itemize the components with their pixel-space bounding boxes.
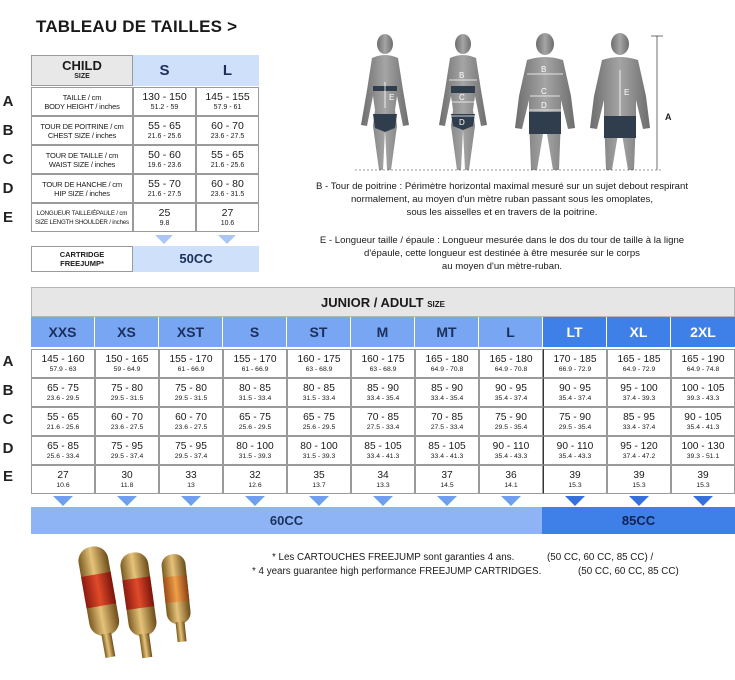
note-french: * Les CARTOUCHES FREEJUMP sont garanties 4 ans.	[272, 552, 515, 563]
child-value-inches: 51.2 - 59	[150, 103, 179, 111]
adult-value-inches: 33.4 - 41.3	[430, 452, 464, 460]
adult-value-inches: 64.9 - 74.8	[686, 365, 720, 373]
adult-value-inches: 35.4 - 43.3	[494, 452, 528, 460]
description-chest-line3: sous les aisselles et en travers de la poitrine.	[406, 207, 598, 218]
adult-value-inches: 33.4 - 35.4	[366, 394, 400, 402]
child-value-inches: 21.6 - 25.6	[210, 161, 245, 169]
adult-value-inches: 64.9 - 72.9	[622, 365, 656, 373]
adult-value-cm: 85 - 95	[623, 411, 655, 423]
figure-label-e1: E	[389, 93, 395, 102]
adult-value-inches: 13	[187, 481, 195, 489]
child-cartridge-label-line2: FREEJUMP*	[60, 259, 104, 268]
adult-value-cm: 90 - 110	[492, 440, 530, 452]
figure-label-a: A	[665, 112, 672, 122]
child-row-label-line2: SIZE LENGTH SHOULDER / inches	[35, 218, 129, 226]
description-chest-line1: B - Tour de poitrine : Périmètre horizontal maximal mesuré sur un sujet debout respirant	[315, 181, 689, 192]
adult-value-cm: 160 - 175	[297, 353, 341, 365]
child-row-label-line1: TOUR DE HANCHE / cm	[42, 179, 122, 189]
adult-value-cell	[479, 378, 543, 407]
adult-value-cell	[671, 436, 735, 465]
adult-value-cell	[351, 349, 415, 378]
adult-value-cm: 165 - 180	[489, 353, 533, 365]
adult-value-cell	[415, 407, 479, 436]
adult-value-inches: 13.3	[376, 481, 390, 489]
adult-value-inches: 25.6 - 29.5	[238, 423, 272, 431]
adult-value-cell	[95, 349, 159, 378]
adult-value-cm: 70 - 85	[367, 411, 399, 423]
adult-value-inches: 15.3	[568, 481, 582, 489]
adult-value-inches: 63 - 68.9	[305, 365, 333, 373]
adult-cartridge-85cc: 85CC	[542, 507, 735, 534]
adult-value-cm: 65 - 75	[303, 411, 335, 423]
adult-value-cm: 75 - 95	[111, 440, 143, 452]
child-value-cell	[196, 87, 259, 116]
adult-size-header: M	[351, 317, 415, 347]
row-letter-c: C	[2, 151, 14, 168]
adult-value-cm: 27	[57, 469, 69, 481]
figure-woman-back	[361, 34, 409, 170]
adult-value-inches: 12.6	[248, 481, 262, 489]
adult-value-inches: 14.5	[440, 481, 454, 489]
adult-value-inches: 66.9 - 72.9	[558, 365, 592, 373]
adult-value-inches: 29.5 - 37.4	[174, 452, 208, 460]
figure-label-c2: C	[541, 87, 547, 96]
description-length	[282, 234, 722, 273]
adult-value-inches: 14.1	[504, 481, 518, 489]
adult-column-chevron	[117, 496, 137, 506]
child-value-cm: 60 - 70	[211, 119, 244, 132]
figure-man-front	[515, 33, 575, 170]
child-value-cm: 60 - 80	[211, 177, 244, 190]
adult-size-header: XL	[607, 317, 671, 347]
adult-value-cm: 85 - 105	[428, 440, 466, 452]
adult-value-inches: 35.4 - 37.4	[494, 394, 528, 402]
adult-value-inches: 23.6 - 29.5	[46, 394, 80, 402]
adult-value-cell	[159, 407, 223, 436]
adult-value-cm: 95 - 120	[620, 440, 658, 452]
adult-value-cm: 65 - 75	[47, 382, 79, 394]
adult-row-letter-a: A	[2, 353, 14, 370]
adult-column-chevron	[565, 496, 585, 506]
adult-value-cell	[223, 349, 287, 378]
adult-title-text: JUNIOR / ADULT	[321, 295, 424, 310]
child-value-inches: 10.6	[220, 219, 235, 227]
child-row-label-line1: LONGUEUR TAILLE/ÉPAULE / cm	[36, 209, 128, 217]
adult-size-header: XS	[95, 317, 159, 347]
adult-value-inches: 15.3	[632, 481, 646, 489]
adult-size-header: ST	[287, 317, 351, 347]
adult-column-chevron	[245, 496, 265, 506]
adult-value-cm: 60 - 70	[175, 411, 207, 423]
child-value-inches: 23.6 - 31.5	[210, 190, 245, 198]
adult-value-cell	[287, 465, 351, 494]
adult-value-inches: 27.5 - 33.4	[430, 423, 464, 431]
adult-value-inches: 35.4 - 43.3	[558, 452, 592, 460]
figure-label-b2: B	[541, 65, 547, 74]
adult-column-chevron	[693, 496, 713, 506]
adult-column-chevron	[373, 496, 393, 506]
note-english-cc: (50 CC, 60 CC, 85 CC)	[578, 566, 679, 577]
cartridges-illustration	[75, 538, 205, 670]
adult-value-cell	[671, 378, 735, 407]
child-value-cell	[196, 145, 259, 174]
adult-row-letter-b: B	[2, 382, 14, 399]
adult-value-inches: 13.7	[312, 481, 326, 489]
adult-value-inches: 61 - 66.9	[177, 365, 205, 373]
adult-value-inches: 37.4 - 47.2	[622, 452, 656, 460]
adult-value-inches: 35.4 - 37.4	[558, 394, 592, 402]
adult-value-cell	[543, 407, 607, 436]
adult-value-cm: 80 - 85	[303, 382, 335, 394]
child-value-cm: 27	[221, 206, 234, 219]
cartridge-small	[160, 553, 193, 643]
adult-value-inches: 39.3 - 43.3	[686, 394, 720, 402]
adult-value-cm: 150 - 165	[105, 353, 149, 365]
child-header-subtitle: SIZE	[74, 73, 90, 80]
adult-value-cm: 80 - 100	[300, 440, 338, 452]
child-header	[31, 55, 133, 86]
cartridge-medium	[119, 551, 161, 660]
adult-value-cm: 85 - 105	[364, 440, 402, 452]
child-row-label-line1: TOUR DE POITRINE / cm	[40, 121, 124, 131]
note-french-cc: (50 CC, 60 CC, 85 CC) /	[547, 552, 654, 563]
adult-value-cell	[415, 465, 479, 494]
page-title: TABLEAU DE TAILLES >	[36, 17, 238, 36]
adult-value-cm: 39	[633, 469, 645, 481]
child-value-cell	[196, 174, 259, 203]
adult-value-cell	[671, 349, 735, 378]
child-value-cell	[133, 203, 196, 232]
child-value-cell	[196, 203, 259, 232]
adult-value-cell	[95, 378, 159, 407]
child-value-inches: 23.6 - 27.5	[210, 132, 245, 140]
adult-value-cell	[31, 407, 95, 436]
adult-value-inches: 61 - 66.9	[241, 365, 269, 373]
adult-value-cell	[479, 465, 543, 494]
adult-value-inches: 15.3	[696, 481, 710, 489]
adult-value-inches: 27.5 - 33.4	[366, 423, 400, 431]
adult-value-cell	[351, 407, 415, 436]
figure-label-e2: E	[624, 88, 630, 97]
child-row-label	[31, 116, 133, 145]
description-length-line2: d'épaule, cette longueur est destinée à être mesurée sur le corps	[364, 248, 640, 259]
adult-value-cm: 165 - 185	[617, 353, 661, 365]
adult-value-cm: 95 - 100	[620, 382, 658, 394]
figure-man-back	[590, 33, 650, 170]
adult-value-inches: 31.5 - 39.3	[238, 452, 272, 460]
adult-value-cm: 34	[377, 469, 389, 481]
child-value-cm: 55 - 65	[211, 148, 244, 161]
adult-value-cell	[159, 349, 223, 378]
cartridge-large	[76, 544, 125, 660]
child-value-cell	[133, 87, 196, 116]
adult-value-cm: 155 - 170	[169, 353, 213, 365]
child-row-label-line2: BODY HEIGHT / inches	[44, 101, 120, 111]
child-header-title: CHILD	[62, 58, 102, 73]
adult-cartridge-60cc: 60CC	[31, 507, 542, 534]
child-chevron-l	[218, 235, 236, 244]
adult-value-inches: 57.9 - 63	[49, 365, 77, 373]
adult-value-cell	[159, 465, 223, 494]
adult-value-inches: 37.4 - 39.3	[622, 394, 656, 402]
adult-row-letter-e: E	[2, 468, 13, 485]
adult-value-cell	[159, 436, 223, 465]
adult-value-cell	[607, 407, 671, 436]
adult-value-inches: 25.6 - 29.5	[302, 423, 336, 431]
adult-column-chevron	[629, 496, 649, 506]
child-size-s: S	[133, 55, 196, 86]
child-value-cm: 25	[158, 206, 171, 219]
child-value-cm: 55 - 65	[148, 119, 181, 132]
adult-value-cell	[95, 436, 159, 465]
adult-size-header: L	[479, 317, 543, 347]
adult-value-cm: 90 - 110	[556, 440, 594, 452]
child-value-cell	[196, 116, 259, 145]
adult-value-cm: 90 - 95	[559, 382, 591, 394]
description-length-line3: au moyen d'un mètre-ruban.	[441, 261, 563, 272]
adult-size-header: XST	[159, 317, 223, 347]
child-value-cm: 130 - 150	[142, 90, 187, 103]
adult-column-chevron	[437, 496, 457, 506]
adult-value-cm: 100 - 130	[681, 440, 725, 452]
adult-value-cm: 90 - 105	[684, 411, 722, 423]
adult-value-cell	[31, 349, 95, 378]
adult-value-cell	[95, 407, 159, 436]
adult-value-cell	[351, 378, 415, 407]
row-letter-d: D	[2, 180, 14, 197]
adult-value-cell	[223, 465, 287, 494]
adult-value-cell	[287, 349, 351, 378]
adult-value-cm: 32	[249, 469, 261, 481]
body-measurement-figures	[345, 30, 705, 176]
child-cartridge-label	[31, 246, 133, 272]
adult-value-inches: 29.5 - 37.4	[110, 452, 144, 460]
adult-value-cell	[223, 436, 287, 465]
adult-value-cell	[415, 436, 479, 465]
adult-value-inches: 33.4 - 41.3	[366, 452, 400, 460]
adult-value-cell	[351, 465, 415, 494]
child-row-label	[31, 87, 133, 116]
adult-value-cell	[31, 436, 95, 465]
figure-label-d1: D	[459, 118, 465, 127]
figure-woman-front	[439, 34, 487, 170]
child-chevron-s	[155, 235, 173, 244]
adult-value-cm: 100 - 105	[681, 382, 725, 394]
adult-value-cm: 39	[569, 469, 581, 481]
description-chest	[282, 180, 722, 219]
adult-value-inches: 39.3 - 51.1	[686, 452, 720, 460]
adult-value-cell	[543, 349, 607, 378]
adult-value-inches: 11.8	[120, 481, 134, 489]
child-row-label	[31, 174, 133, 203]
adult-value-cm: 65 - 75	[239, 411, 271, 423]
child-row-label-line1: TOUR DE TAILLE / cm	[45, 150, 119, 160]
adult-size-header: XXS	[31, 317, 95, 347]
figure-label-c1: C	[459, 93, 465, 102]
adult-table-title	[31, 287, 735, 317]
adult-value-cell	[95, 465, 159, 494]
adult-value-cell	[415, 349, 479, 378]
adult-value-inches: 10.6	[56, 481, 70, 489]
child-cartridge-value: 50CC	[133, 246, 259, 272]
child-value-cell	[133, 174, 196, 203]
child-cartridge-label-line1: CARTRIDGE	[59, 250, 105, 259]
adult-value-cm: 170 - 185	[553, 353, 597, 365]
child-value-cm: 55 - 70	[148, 177, 181, 190]
child-value-inches: 9.8	[159, 219, 170, 227]
adult-value-inches: 31.5 - 33.4	[238, 394, 272, 402]
adult-size-header: S	[223, 317, 287, 347]
adult-value-inches: 64.9 - 70.8	[494, 365, 528, 373]
child-value-inches: 21.6 - 27.5	[147, 190, 182, 198]
adult-value-cm: 90 - 95	[495, 382, 527, 394]
description-chest-line2: normalement, au moyen d'un mètre ruban passant sous les omoplates,	[350, 194, 654, 205]
adult-value-cm: 30	[121, 469, 133, 481]
adult-value-cm: 75 - 90	[559, 411, 591, 423]
adult-size-header: 2XL	[671, 317, 735, 347]
adult-value-cell	[287, 407, 351, 436]
adult-value-cm: 160 - 175	[361, 353, 405, 365]
child-row-label	[31, 203, 133, 232]
child-row-label-line2: WAIST SIZE / inches	[48, 159, 116, 169]
adult-value-cm: 35	[313, 469, 325, 481]
adult-value-cell	[31, 465, 95, 494]
adult-value-inches: 33.4 - 37.4	[622, 423, 656, 431]
adult-value-inches: 23.6 - 27.5	[110, 423, 144, 431]
adult-value-cm: 65 - 85	[47, 440, 79, 452]
adult-value-cm: 75 - 80	[175, 382, 207, 394]
adult-value-cm: 155 - 170	[233, 353, 277, 365]
child-value-inches: 21.6 - 25.6	[147, 132, 182, 140]
adult-value-cell	[607, 378, 671, 407]
adult-value-inches: 23.6 - 27.5	[174, 423, 208, 431]
adult-value-inches: 25.6 - 33.4	[46, 452, 80, 460]
adult-value-cm: 37	[441, 469, 453, 481]
adult-column-chevron	[501, 496, 521, 506]
adult-value-cell	[671, 465, 735, 494]
row-letter-b: B	[2, 122, 14, 139]
adult-value-cell	[223, 407, 287, 436]
figure-label-d2: D	[541, 101, 547, 110]
adult-column-chevron	[53, 496, 73, 506]
adult-value-cell	[479, 407, 543, 436]
adult-value-cm: 85 - 90	[431, 382, 463, 394]
adult-value-cell	[607, 349, 671, 378]
adult-value-cell	[351, 436, 415, 465]
adult-value-inches: 59 - 64.9	[113, 365, 141, 373]
adult-value-cell	[479, 436, 543, 465]
child-value-cell	[133, 116, 196, 145]
adult-value-cm: 165 - 180	[425, 353, 469, 365]
adult-value-cm: 145 - 160	[41, 353, 85, 365]
adult-value-cell	[415, 378, 479, 407]
adult-value-inches: 35.4 - 41.3	[686, 423, 720, 431]
adult-title-size: SIZE	[427, 300, 445, 309]
adult-column-chevron	[309, 496, 329, 506]
adult-value-inches: 21.6 - 25.6	[46, 423, 80, 431]
child-row-label-line1: TAILLE / cm	[62, 92, 102, 102]
adult-value-cm: 55 - 65	[47, 411, 79, 423]
child-row-label-line2: HIP SIZE / inches	[54, 188, 110, 198]
adult-value-cm: 165 - 190	[681, 353, 725, 365]
adult-value-cell	[287, 436, 351, 465]
adult-row-letter-d: D	[2, 440, 14, 457]
child-size-l: L	[196, 55, 259, 86]
row-letter-a: A	[2, 93, 14, 110]
adult-value-cm: 75 - 95	[175, 440, 207, 452]
adult-size-header: MT	[415, 317, 479, 347]
adult-row-letter-c: C	[2, 411, 14, 428]
adult-value-cell	[607, 465, 671, 494]
adult-value-cm: 33	[185, 469, 197, 481]
adult-value-cell	[223, 378, 287, 407]
adult-value-cell	[543, 378, 607, 407]
adult-value-cell	[479, 349, 543, 378]
adult-value-cell	[543, 465, 607, 494]
child-value-inches: 19.6 - 23.6	[147, 161, 182, 169]
child-value-cm: 50 - 60	[148, 148, 181, 161]
description-length-line1: E - Longueur taille / épaule : Longueur mesurée dans le dos du tour de taille à la ligne	[319, 235, 685, 246]
figure-label-b1: B	[459, 71, 465, 80]
adult-value-cell	[159, 378, 223, 407]
adult-value-inches: 63 - 68.9	[369, 365, 397, 373]
adult-value-cm: 75 - 90	[495, 411, 527, 423]
adult-value-inches: 29.5 - 31.5	[174, 394, 208, 402]
adult-size-header: LT	[543, 317, 607, 347]
adult-value-cm: 36	[505, 469, 517, 481]
adult-value-cell	[31, 378, 95, 407]
row-letter-e: E	[2, 209, 13, 226]
adult-value-cell	[543, 436, 607, 465]
adult-value-cm: 60 - 70	[111, 411, 143, 423]
child-row-label-line2: CHEST SIZE / inches	[47, 130, 117, 140]
adult-value-inches: 31.5 - 33.4	[302, 394, 336, 402]
adult-value-cell	[671, 407, 735, 436]
child-row-label	[31, 145, 133, 174]
adult-value-cm: 80 - 100	[236, 440, 274, 452]
adult-value-cm: 39	[697, 469, 709, 481]
adult-value-cm: 85 - 90	[367, 382, 399, 394]
adult-value-cm: 80 - 85	[239, 382, 271, 394]
adult-value-cm: 70 - 85	[431, 411, 463, 423]
adult-value-inches: 29.5 - 35.4	[558, 423, 592, 431]
adult-value-cm: 75 - 80	[111, 382, 143, 394]
adult-value-cell	[607, 436, 671, 465]
child-value-cm: 145 - 155	[205, 90, 250, 103]
note-english: * 4 years guarantee high performance FREEJUMP CARTRIDGES.	[252, 566, 542, 577]
adult-value-inches: 33.4 - 35.4	[430, 394, 464, 402]
adult-value-cell	[287, 378, 351, 407]
child-value-inches: 57.9 - 61	[213, 103, 242, 111]
adult-column-chevron	[181, 496, 201, 506]
adult-value-inches: 64.9 - 70.8	[430, 365, 464, 373]
adult-value-inches: 29.5 - 31.5	[110, 394, 144, 402]
child-value-cell	[133, 145, 196, 174]
adult-value-inches: 29.5 - 35.4	[494, 423, 528, 431]
adult-value-inches: 31.5 - 39.3	[302, 452, 336, 460]
